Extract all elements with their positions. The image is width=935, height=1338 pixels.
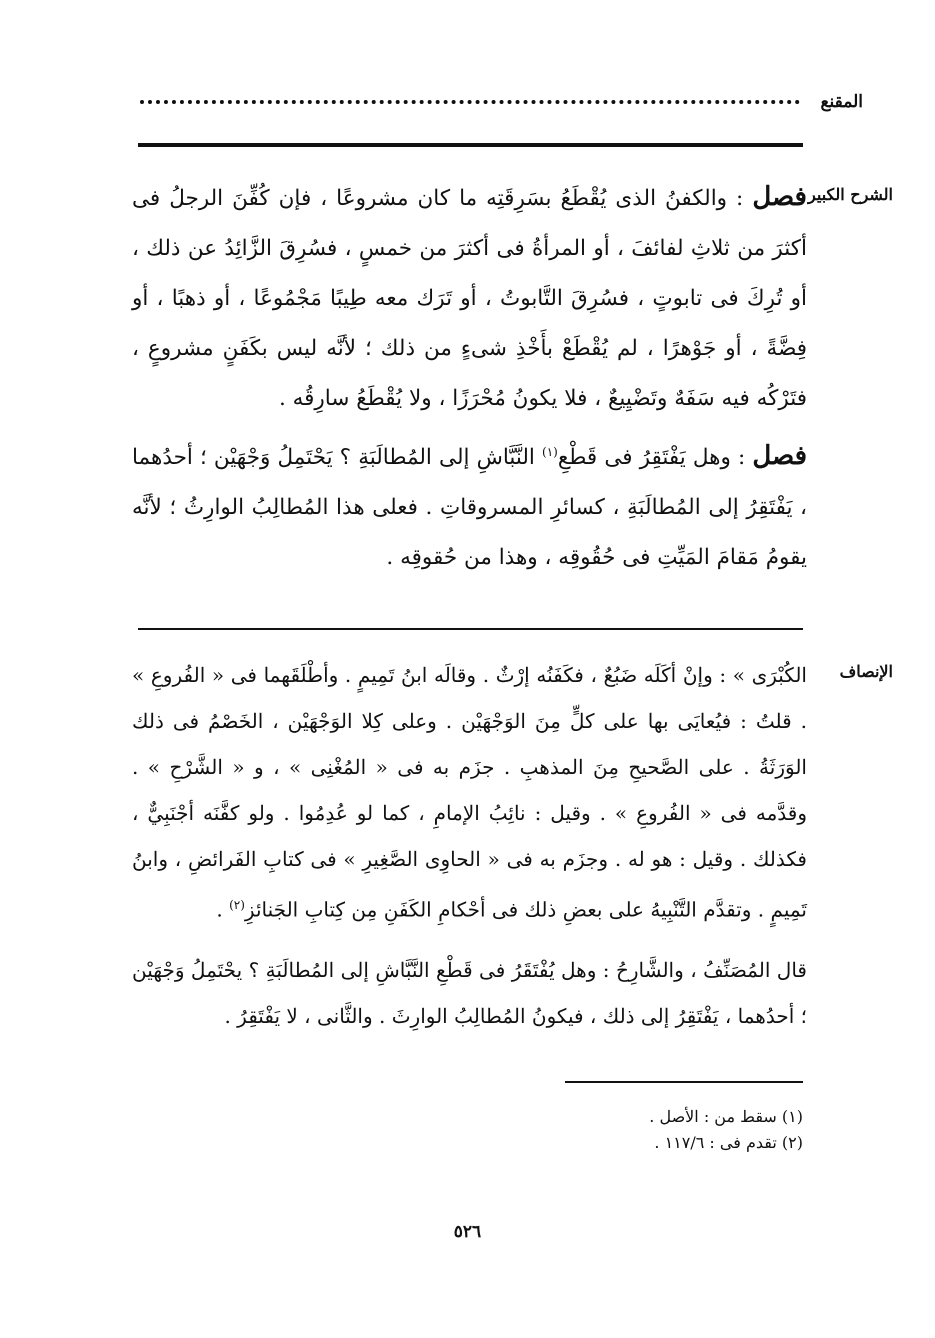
sharh-paragraph-1 [132, 172, 807, 424]
footnotes [649, 1104, 803, 1156]
footnote-2: (٢) تقدم فى : ١١٧/٦ . [654, 1133, 803, 1152]
section-heading: فصل [752, 441, 807, 472]
side-label-insaf: الإنصاف [839, 662, 893, 681]
header-divider [138, 143, 803, 147]
insaf-paragraph-1 [132, 652, 807, 933]
section-heading: فصل [752, 182, 807, 212]
insaf-paragraph-2: قال المُصَنِّفُ ، والشَّارِحُ : وهل يُفْتَقَرُ فى قَطْعِ النَّبَّاشِ إلى المُطالَبَةِ ؟ يحْتَمِلُ وَجْهَيْن ؛ أحدُهما ، يَفْتَقِرُ إلى ذلك ، فيكونُ المُطالِبُ الوارِثَ . والثَّانى ، لا يَفْتَقِرُ . [132, 957, 807, 1028]
insaf-text [132, 652, 807, 1039]
paragraph-text: الكُبْرَى » : وإنْ أكَلَه ضَبُعٌ ، فكَفَنُه إرْثٌ . وقالَه ابنُ تَمِيمٍ . وأطْلَقَهما فى « الفُروعِ » . قلتُ : فيُعايَى بها على كلٍّ مِنَ الوَجْهَيْن . وعلى كِلا الوَجْهَيْن ، الخَصْمُ فى ذلك الوَرَثَةُ . على الصَّحيحِ مِنَ المذهبِ . جزَم به فى « المُغْنِى » ، و « الشَّرْحِ » . وقدَّمه فى « الفُروعِ » . وقيل : نائِبُ الإمامِ ، كما لو عُدِمُوا . ولو كفَّنَه أجْنَبِيٌّ ، فكذلك . وقيل : هو له . وجزَم به فى « الحاوِى الصَّغِيرِ » فى كتابِ الفَرائضِ ، وابنُ تَمِيمٍ . وتقدَّم التَّنْبِيهُ على بعضِ ذلك فى أحْكامِ الكَفَنِ مِن كِتابِ الجَنائزِ [132, 663, 807, 922]
footnote-marker-1: (١) [542, 445, 558, 459]
paragraph-text: النَّبَّاشِ إلى المُطالَبَةِ ؟ يَحْتَمِلُ وَجْهَيْن ؛ أحدُهما ، يَفْتَقِرُ إلى المُطالَبَةِ ، كسائرِ المسروقاتِ . فعلى هذا المُطالِبُ الوارِثُ ؛ لأنَّه يقومُ مَقامَ المَيِّتِ فى حُقُوقِه ، وهذا من حُقوقِه . [132, 445, 807, 571]
footnote-divider [565, 1081, 803, 1083]
footnote-1: (١) سقط من : الأصل . [649, 1107, 803, 1126]
paragraph-text: : وهل يَفْتَقِرُ فى قَطْعِ [557, 445, 746, 471]
paragraph-end: . [216, 897, 223, 922]
page-number: ٥٢٦ [453, 1222, 482, 1242]
paragraph-text: : والكفنُ الذى يُقْطَعُ بسَرِقَتِه ما كان مشروعًا ، فإن كُفِّنَ الرجلُ فى أكثرَ من ثلاثِ لفائفَ ، أو المرأةُ فى أكثرَ من خمسٍ ، فسُرِقَ الزَّائِدُ عن ذلك ، أو تُرِكَ فى تابوتٍ ، فسُرِقَ التَّابوتُ ، أو تَرَك معه طِيبًا مَجْمُوعًا ، أو ذهبًا ، أو فِضَّةً ، أو جَوْهرًا ، لم يُقْطَعْ بأَخْذِ شىءٍ من ذلك ؛ لأنَّه ليس بكَفَنٍ مشروعٍ ، فتَرْكُه فيه سَفَهٌ وتَضْيِيعٌ ، فلا يكونُ مُحْرَزًا ، ولا يُقْطَعُ سارِقُه . [132, 186, 807, 411]
section-divider [138, 628, 803, 630]
footnote-marker-2: (٢) [229, 898, 245, 912]
header-dotted-rule [140, 100, 800, 104]
sharh-paragraph-2 [132, 427, 807, 583]
sharh-text [132, 172, 807, 583]
side-label-sharh: الشرح الكبير [808, 185, 893, 204]
book-title: المقنع [820, 92, 863, 112]
